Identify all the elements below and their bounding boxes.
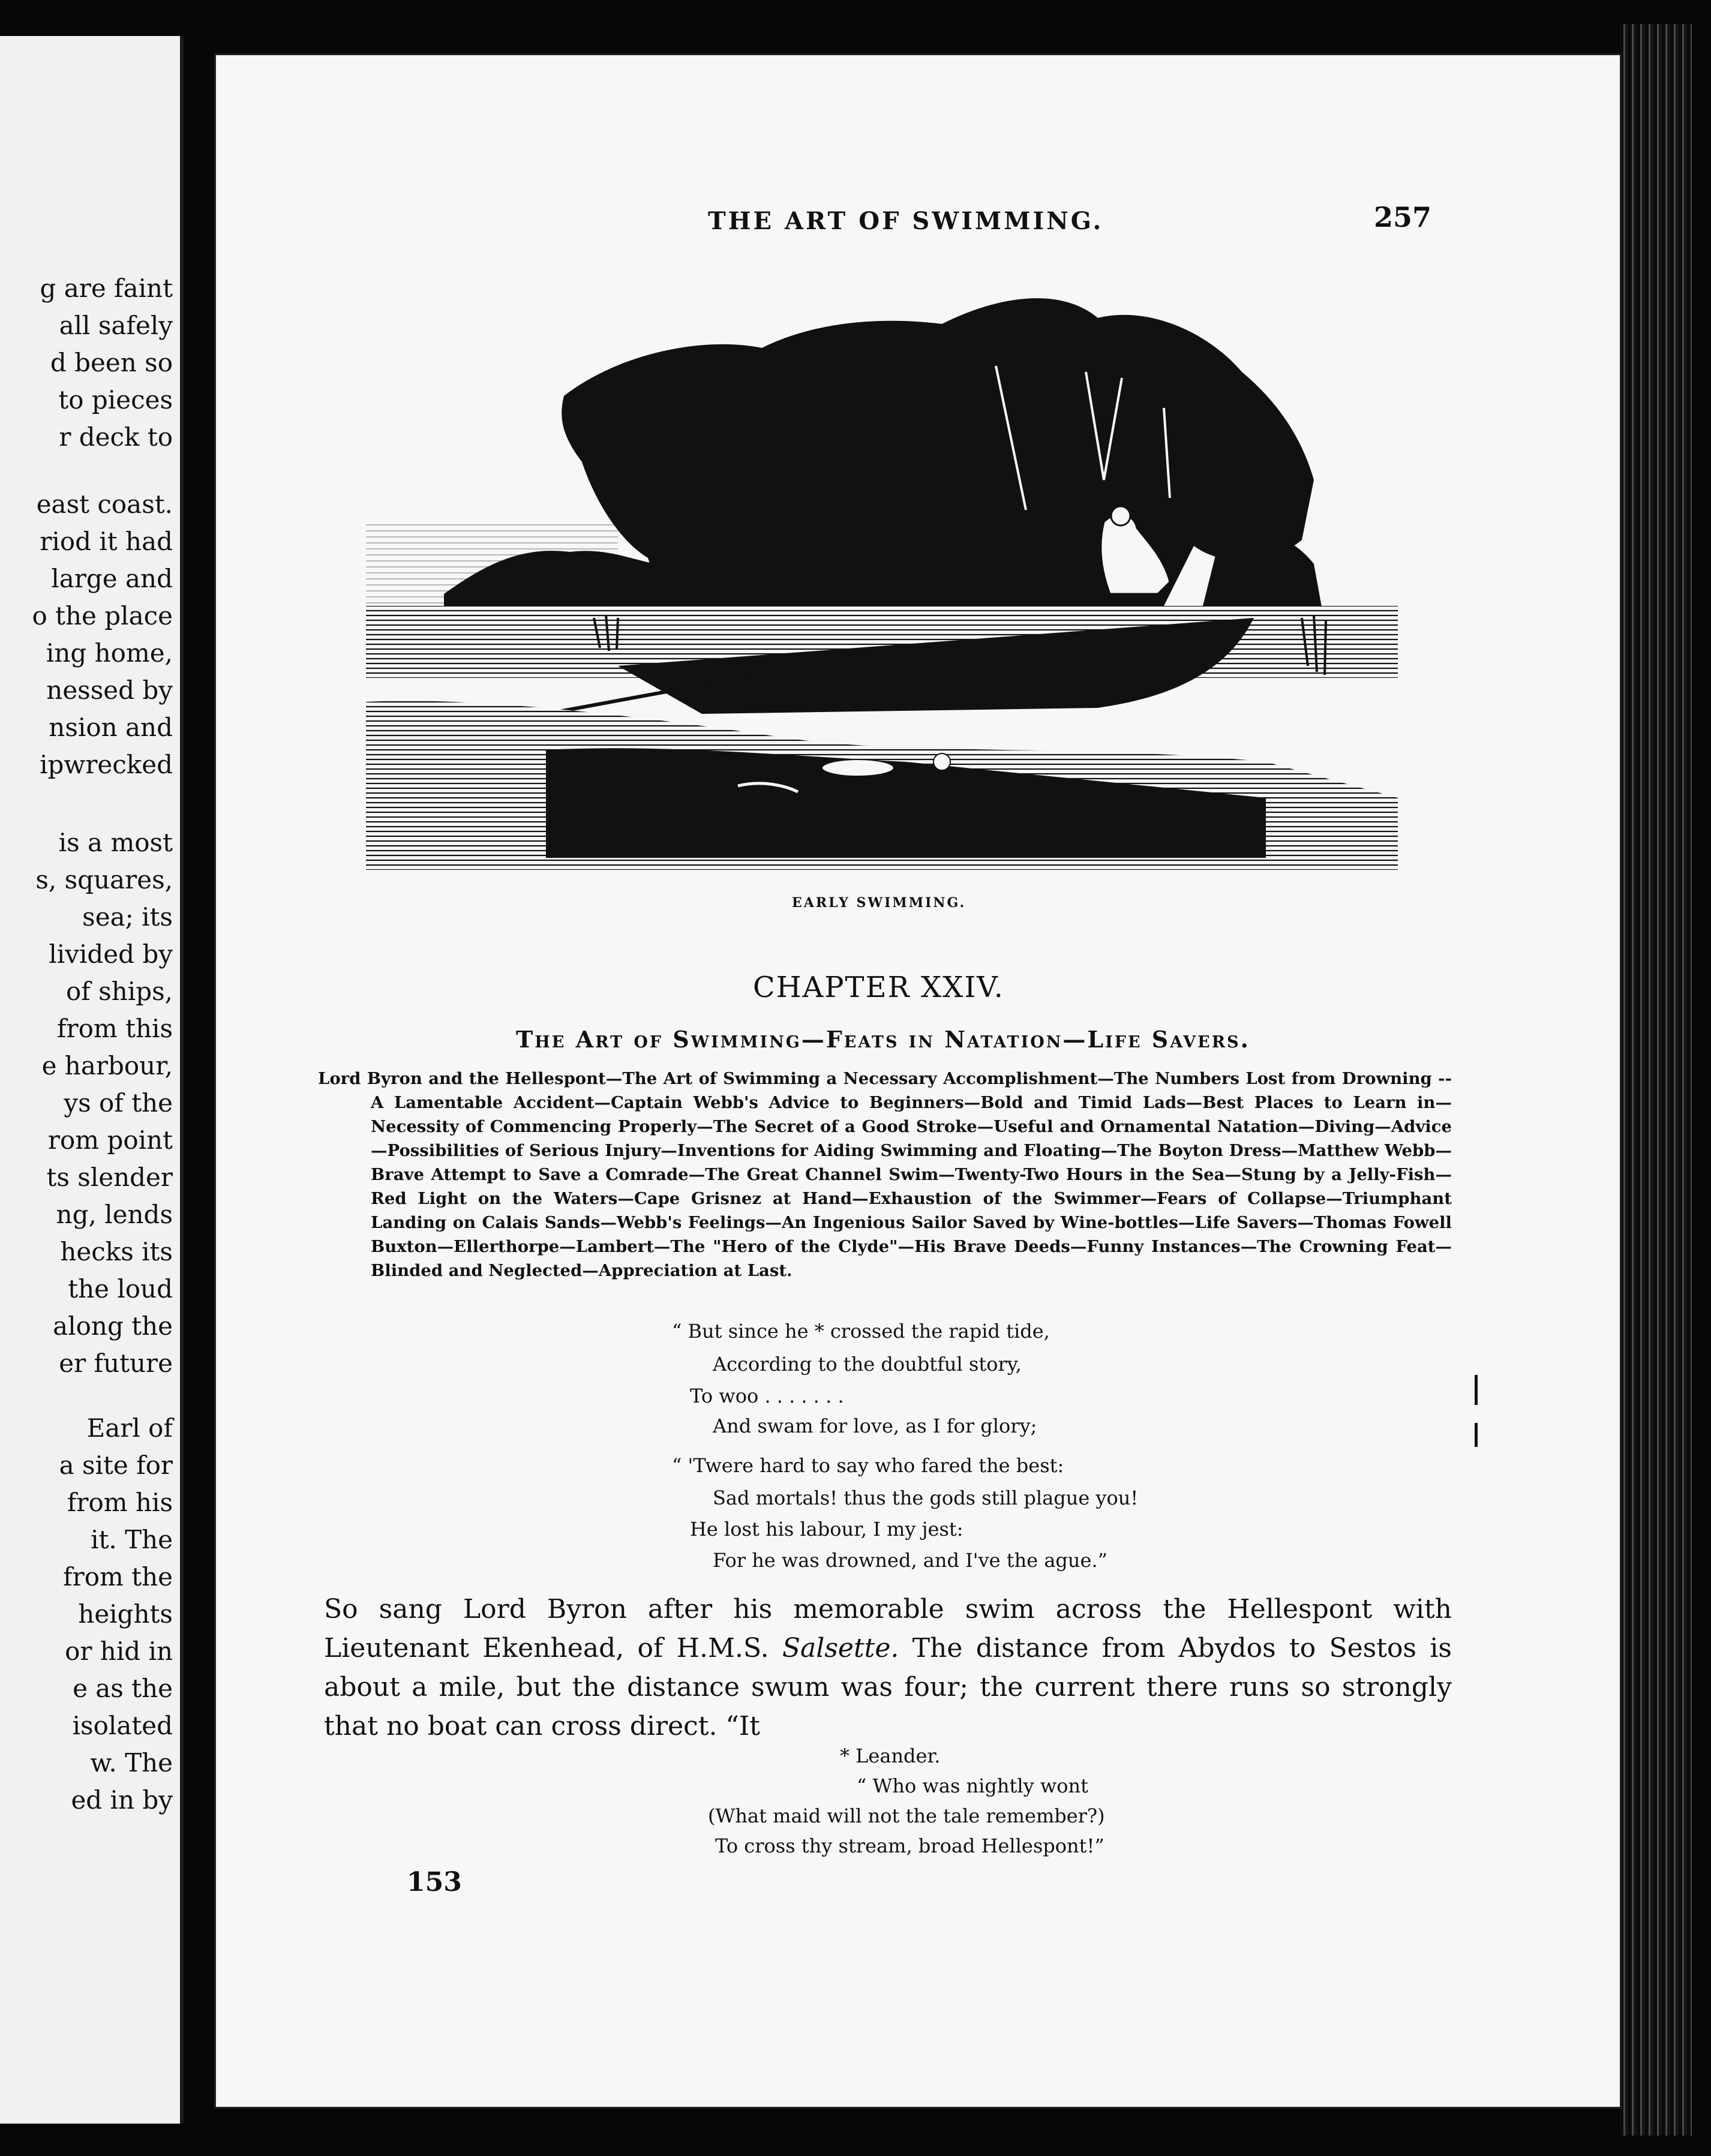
facing-page-line: heights: [78, 1599, 173, 1629]
facing-page-line: the loud: [68, 1274, 173, 1304]
margin-mark: [1475, 1375, 1478, 1405]
verse-line: He lost his labour, I my jest:: [690, 1518, 963, 1541]
page-number: 257: [1374, 201, 1432, 233]
facing-page-line: of ships,: [65, 977, 173, 1006]
verse-line: “ But since he * crossed the rapid tide,: [672, 1320, 1050, 1343]
footnote-line: “ Who was nightly wont: [857, 1774, 1088, 1797]
verse-line: Sad mortals! thus the gods still plague you!: [713, 1487, 1139, 1509]
margin-mark: [1475, 1423, 1478, 1447]
facing-page-line: nessed by: [46, 675, 173, 705]
chapter-title: The Art of Swimming—Feats in Natation—Life Savers.: [516, 1026, 1250, 1053]
facing-page-line: large and: [51, 564, 173, 593]
facing-page-line: from the: [63, 1562, 173, 1592]
facing-page: [0, 36, 184, 2124]
ship-name: Salsette.: [782, 1633, 899, 1663]
facing-page-line: nsion and: [49, 713, 173, 742]
running-head: THE ART OF SWIMMING.: [708, 207, 1104, 235]
facing-page-line: Earl of: [86, 1413, 173, 1443]
facing-page-line: s, squares,: [35, 865, 173, 894]
facing-page-line: ng, lends: [56, 1200, 173, 1229]
footnote-line: To cross thy stream, broad Hellespont!”: [715, 1834, 1104, 1857]
facing-page-line: it. The: [91, 1525, 173, 1554]
facing-page-line: or hid in: [65, 1636, 173, 1666]
early-swimming-engraving: [366, 282, 1398, 870]
page-edges: [1620, 24, 1692, 2136]
facing-page-line: er future: [59, 1349, 173, 1378]
facing-page-line: to pieces: [58, 385, 173, 415]
footnote-line: (What maid will not the tale remember?): [708, 1804, 1105, 1827]
facing-page-line: livided by: [49, 939, 173, 969]
facing-page-line: ipwrecked: [40, 750, 173, 779]
facing-page-line: a site for: [59, 1451, 173, 1480]
facing-page-line: ing home,: [46, 638, 173, 668]
facing-page-line: rom point: [47, 1125, 173, 1155]
body-text-part: So sang Lord Byron after his memorable swim across the Hellespont with Lieutenant Ekenhead, of H.M.S.: [324, 1594, 1452, 1663]
signature-mark: 153: [407, 1867, 462, 1897]
facing-page-line: ys of the: [64, 1088, 173, 1118]
facing-page-line: hecks its: [60, 1237, 173, 1266]
facing-page-line: r deck to: [59, 422, 173, 452]
facing-page-line: is a most: [58, 828, 173, 857]
verse-line: For he was drowned, and I've the ague.”: [713, 1549, 1107, 1572]
facing-page-line: from this: [57, 1014, 173, 1043]
body-paragraph: [324, 1590, 1452, 1746]
facing-page-line: d been so: [50, 348, 173, 377]
facing-page-line: g are faint: [40, 274, 173, 303]
facing-page-line: riod it had: [40, 527, 173, 556]
illustration-caption: EARLY SWIMMING.: [792, 895, 966, 911]
facing-page-line: ts slender: [46, 1163, 173, 1192]
facing-page-line: east coast.: [36, 490, 173, 519]
facing-page-line: sea; its: [82, 902, 173, 932]
facing-page-line: e harbour,: [41, 1051, 173, 1080]
facing-page-line: all safely: [59, 311, 173, 340]
body-text-part: The distance from Abydos to Sestos is about a mile, but the distance swum was four; the current there runs so strongly that no boat can cross direct. “It: [324, 1633, 1452, 1741]
verse-line: And swam for love, as I for glory;: [713, 1415, 1037, 1437]
facing-page-line: o the place: [32, 601, 173, 630]
facing-page-line: isolated: [72, 1711, 173, 1740]
verse-line: To woo . . . . . . .: [690, 1385, 844, 1407]
facing-page-line: e as the: [73, 1674, 173, 1703]
chapter-heading: CHAPTER XXIV.: [753, 971, 1004, 1004]
verse-line: “ 'Twere hard to say who fared the best:: [672, 1454, 1064, 1477]
facing-page-line: from his: [67, 1488, 173, 1517]
facing-page-line: w. The: [90, 1748, 173, 1777]
footnote-line: * Leander.: [840, 1744, 941, 1767]
verse-line: According to the doubtful story,: [713, 1353, 1022, 1376]
facing-page-line: ed in by: [71, 1785, 173, 1815]
facing-page-line: along the: [53, 1311, 173, 1341]
chapter-synopsis: Lord Byron and the Hellespont—The Art of Swimming a Necessary Accomplishment—The Numbers Lost from Drowning --A Lamentable Accident—Captain Webb's Advice to Beginners—Bold and Timid Lads—Best Places to Learn in—Necessity of Commencing Properly—The Secret of a Good Stroke—Useful and Ornamental Natation—Diving—Advice —Possibilities of Serious Injury—Inventions for Aiding Swimming and Floating—The Boyton Dress—Matthew Webb—Brave Attempt to Save a Comrade—The Great Channel Swim—Twenty-Two Hours in the Sea—Stung by a Jelly-Fish—Red Light on the Waters—Cape Grisnez at Hand—Exhaustion of the Swimmer—Fears of Collapse—Triumphant Landing on Calais Sands—Webb's Feelings—An Ingenious Sailor Saved by Wine-bottles—Life Savers—Thomas Fowell Buxton—Ellerthorpe—Lambert—The "Hero of the Clyde"—His Brave Deeds—Funny Instances—The Crowning Feat—Blinded and Neglected—Appreciation at Last.: [318, 1069, 1452, 1280]
